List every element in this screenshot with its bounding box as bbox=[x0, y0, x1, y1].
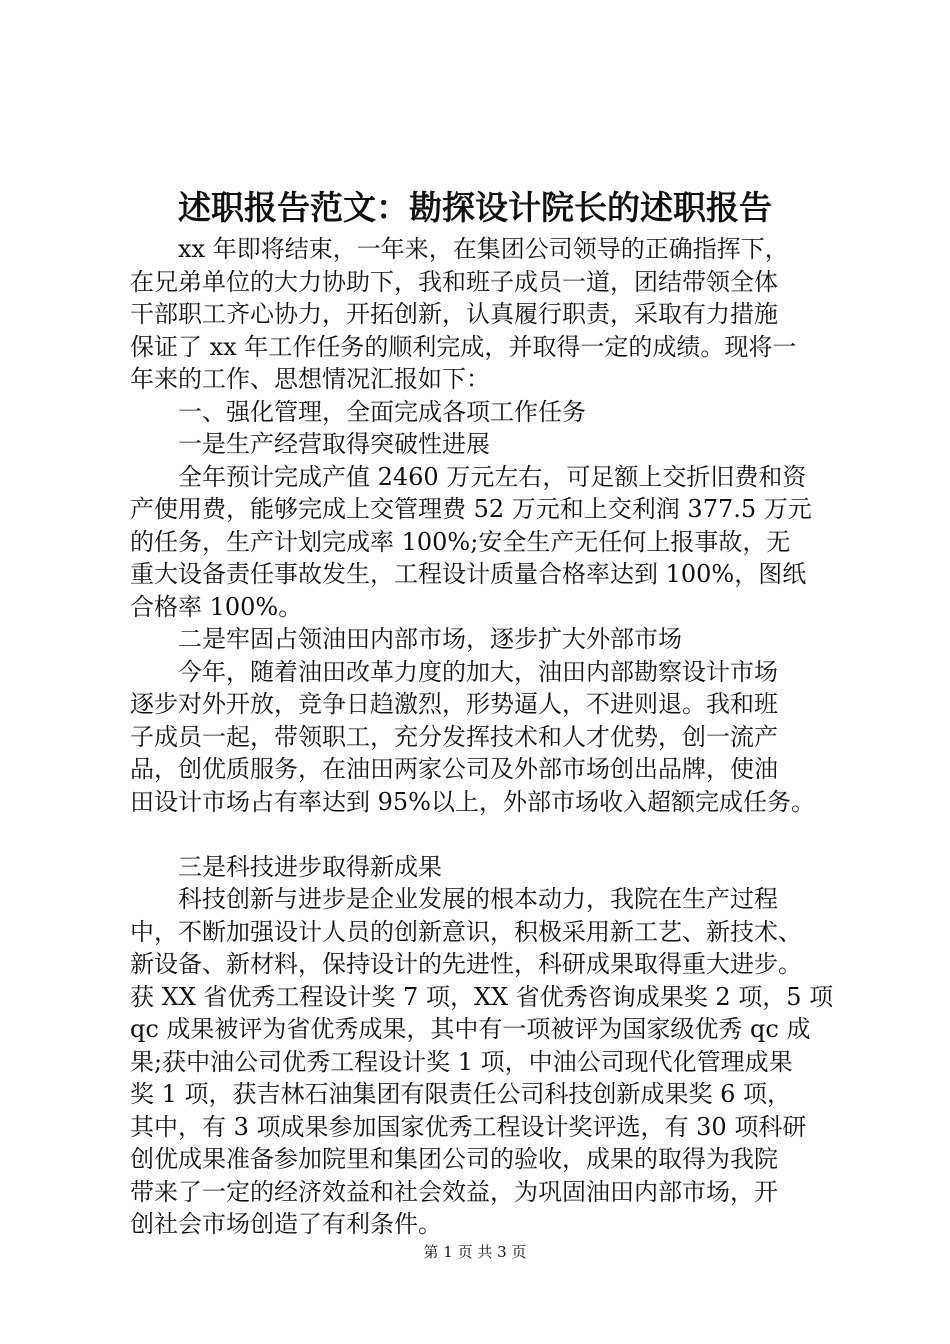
paragraph-line: qc 成果被评为省优秀成果，其中有一项被评为国家级优秀 qc 成 bbox=[130, 1015, 811, 1043]
subsection-heading: 一是生产经营取得突破性进展 bbox=[178, 430, 490, 458]
paragraph-line: 在兄弟单位的大力协助下，我和班子成员一道，团结带领全体 bbox=[130, 267, 778, 296]
paragraph-line: 其中，有 3 项成果参加国家优秀工程设计奖评选，有 30 项科研 bbox=[130, 1112, 807, 1141]
paragraph-line: 逐步对外开放，竞争日趋激烈，形势逼人，不进则退。我和班 bbox=[130, 690, 778, 718]
paragraph-line: 创优成果准备参加院里和集团公司的验收，成果的取得为我院 bbox=[130, 1145, 778, 1173]
paragraph-line: 奖 1 项，获吉林石油集团有限责任公司科技创新成果奖 6 项， bbox=[130, 1080, 792, 1108]
paragraph-line: 保证了 xx 年工作任务的顺利完成，并取得一定的成绩。现将一 bbox=[130, 332, 797, 361]
paragraph-line: 创社会市场创造了有利条件。 bbox=[130, 1210, 442, 1238]
blank-line bbox=[130, 818, 830, 851]
paragraph-line: 重大设备责任事故发生，工程设计质量合格率达到 100%，图纸 bbox=[130, 560, 807, 588]
paragraph-line: 带来了一定的经济效益和社会效益，为巩固油田内部市场，开 bbox=[130, 1177, 778, 1206]
paragraph-line: 全年预计完成产值 2460 万元左右，可足额上交折旧费和资 bbox=[178, 462, 807, 491]
paragraph-line: 科技创新与进步是企业发展的根本动力，我院在生产过程 bbox=[178, 885, 778, 913]
paragraph-line: 新设备、新材料，保持设计的先进性，科研成果取得重大进步。 bbox=[130, 950, 802, 978]
subsection-heading: 二是牢固占领油田内部市场，逐步扩大外部市场 bbox=[178, 625, 682, 653]
subsection-heading: 三是科技进步取得新成果 bbox=[178, 852, 442, 881]
paragraph-line: 干部职工齐心协力，开拓创新，认真履行职责，采取有力措施 bbox=[130, 300, 778, 328]
paragraph-line: 合格率 100%。 bbox=[130, 592, 303, 621]
paragraph-line: 子成员一起，带领职工，充分发挥技术和人才优势，创一流产 bbox=[130, 722, 778, 751]
paragraph-line: 的任务，生产计划完成率 100%;安全生产无任何上报事故，无 bbox=[130, 527, 791, 556]
document-title: 述职报告范文：勘探设计院长的述职报告 bbox=[178, 188, 772, 227]
paragraph-line: 田设计市场占有率达到 95%以上，外部市场收入超额完成任务。 bbox=[130, 787, 815, 816]
paragraph-line: 中，不断加强设计人员的创新意识，积极采用新工艺、新技术、 bbox=[130, 917, 802, 946]
page-number: 第 1 页 共 3 页 bbox=[423, 1243, 527, 1261]
paragraph-line: 今年，随着油田改革力度的加大，油田内部勘察设计市场 bbox=[178, 657, 778, 686]
document-body bbox=[130, 233, 834, 1241]
section-heading: 一、强化管理，全面完成各项工作任务 bbox=[178, 397, 586, 426]
paragraph-line: 产使用费，能够完成上交管理费 52 万元和上交利润 377.5 万元 bbox=[130, 495, 812, 523]
paragraph-line: 获 XX 省优秀工程设计奖 7 项，XX 省优秀咨询成果奖 2 项，5 项 bbox=[130, 982, 834, 1011]
paragraph-line: 年来的工作、思想情况汇报如下： bbox=[130, 365, 490, 393]
paragraph-line: 果;获中油公司优秀工程设计奖 1 项，中油公司现代化管理成果 bbox=[130, 1047, 793, 1076]
paragraph-line: 品，创优质服务，在油田两家公司及外部市场创出品牌，使油 bbox=[130, 755, 778, 783]
paragraph-line: xx 年即将结束，一年来，在集团公司领导的正确指挥下， bbox=[178, 235, 789, 263]
